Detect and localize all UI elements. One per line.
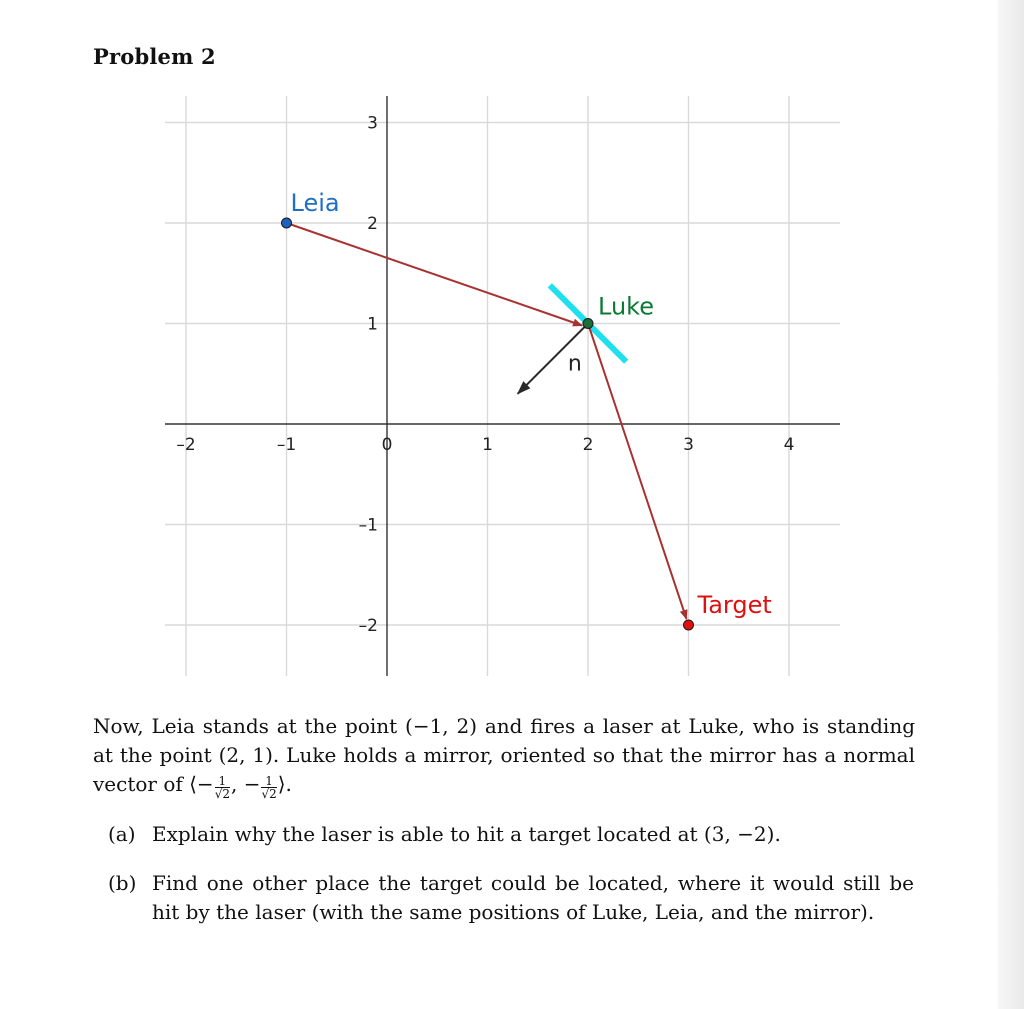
tick-labels <box>176 114 794 637</box>
x-tick-label: 4 <box>783 435 795 455</box>
normal-vector-label: n <box>567 351 582 377</box>
statement-part-1: Now, Leia stands at the point (−1, 2) and fires a laser at Luke, who is standing at the point (2, 1). Luke holds a mirror, oriented so that the mirror has a normal vector of ⟨− <box>93 714 915 796</box>
x-tick-label: –1 <box>276 435 297 455</box>
question-a <box>108 820 914 849</box>
fraction-2: $\frac{1}{√2}$ <box>261 773 277 801</box>
luke-point <box>583 319 593 329</box>
fraction-1: $\frac{1}{√2}$ <box>214 773 230 801</box>
laser-path <box>287 223 687 619</box>
normal-vector-group <box>518 324 588 394</box>
x-tick-label: –2 <box>176 435 196 455</box>
laser-segment-reflected <box>588 324 687 620</box>
axes <box>165 96 840 676</box>
laser-segment-incoming <box>287 223 583 326</box>
grid <box>165 96 840 676</box>
points-group <box>282 189 772 630</box>
y-tick-label: 3 <box>367 113 378 134</box>
problem-title: Problem 2 <box>93 44 216 69</box>
x-tick-label: 2 <box>582 435 594 455</box>
y-tick-label: –2 <box>358 616 378 636</box>
leia-point <box>282 218 292 228</box>
luke-label: Luke <box>598 292 654 321</box>
question-a-label: (a) <box>108 822 136 846</box>
question-b-text: Find one other place the target could be located, where it would still be hit by the laser (with the same positions of Luke, Leia, and the mirror). <box>152 871 914 924</box>
y-tick-label: 2 <box>367 214 378 234</box>
statement-part-2: , − <box>230 772 261 796</box>
question-a-text: Explain why the laser is able to hit a target located at (3, −2). <box>152 822 781 846</box>
y-tick-label: –1 <box>358 515 378 536</box>
y-tick-label: 1 <box>367 314 378 335</box>
question-b-label: (b) <box>108 871 137 895</box>
x-tick-label: 0 <box>381 435 393 455</box>
x-tick-label: 3 <box>683 435 694 455</box>
leia-label: Leia <box>290 189 340 217</box>
statement-part-3: ⟩. <box>277 772 292 796</box>
x-tick-label: 1 <box>482 435 493 455</box>
target-label: Target <box>697 591 772 619</box>
question-b <box>108 869 914 927</box>
problem-statement <box>93 712 915 800</box>
target-point <box>684 620 694 630</box>
